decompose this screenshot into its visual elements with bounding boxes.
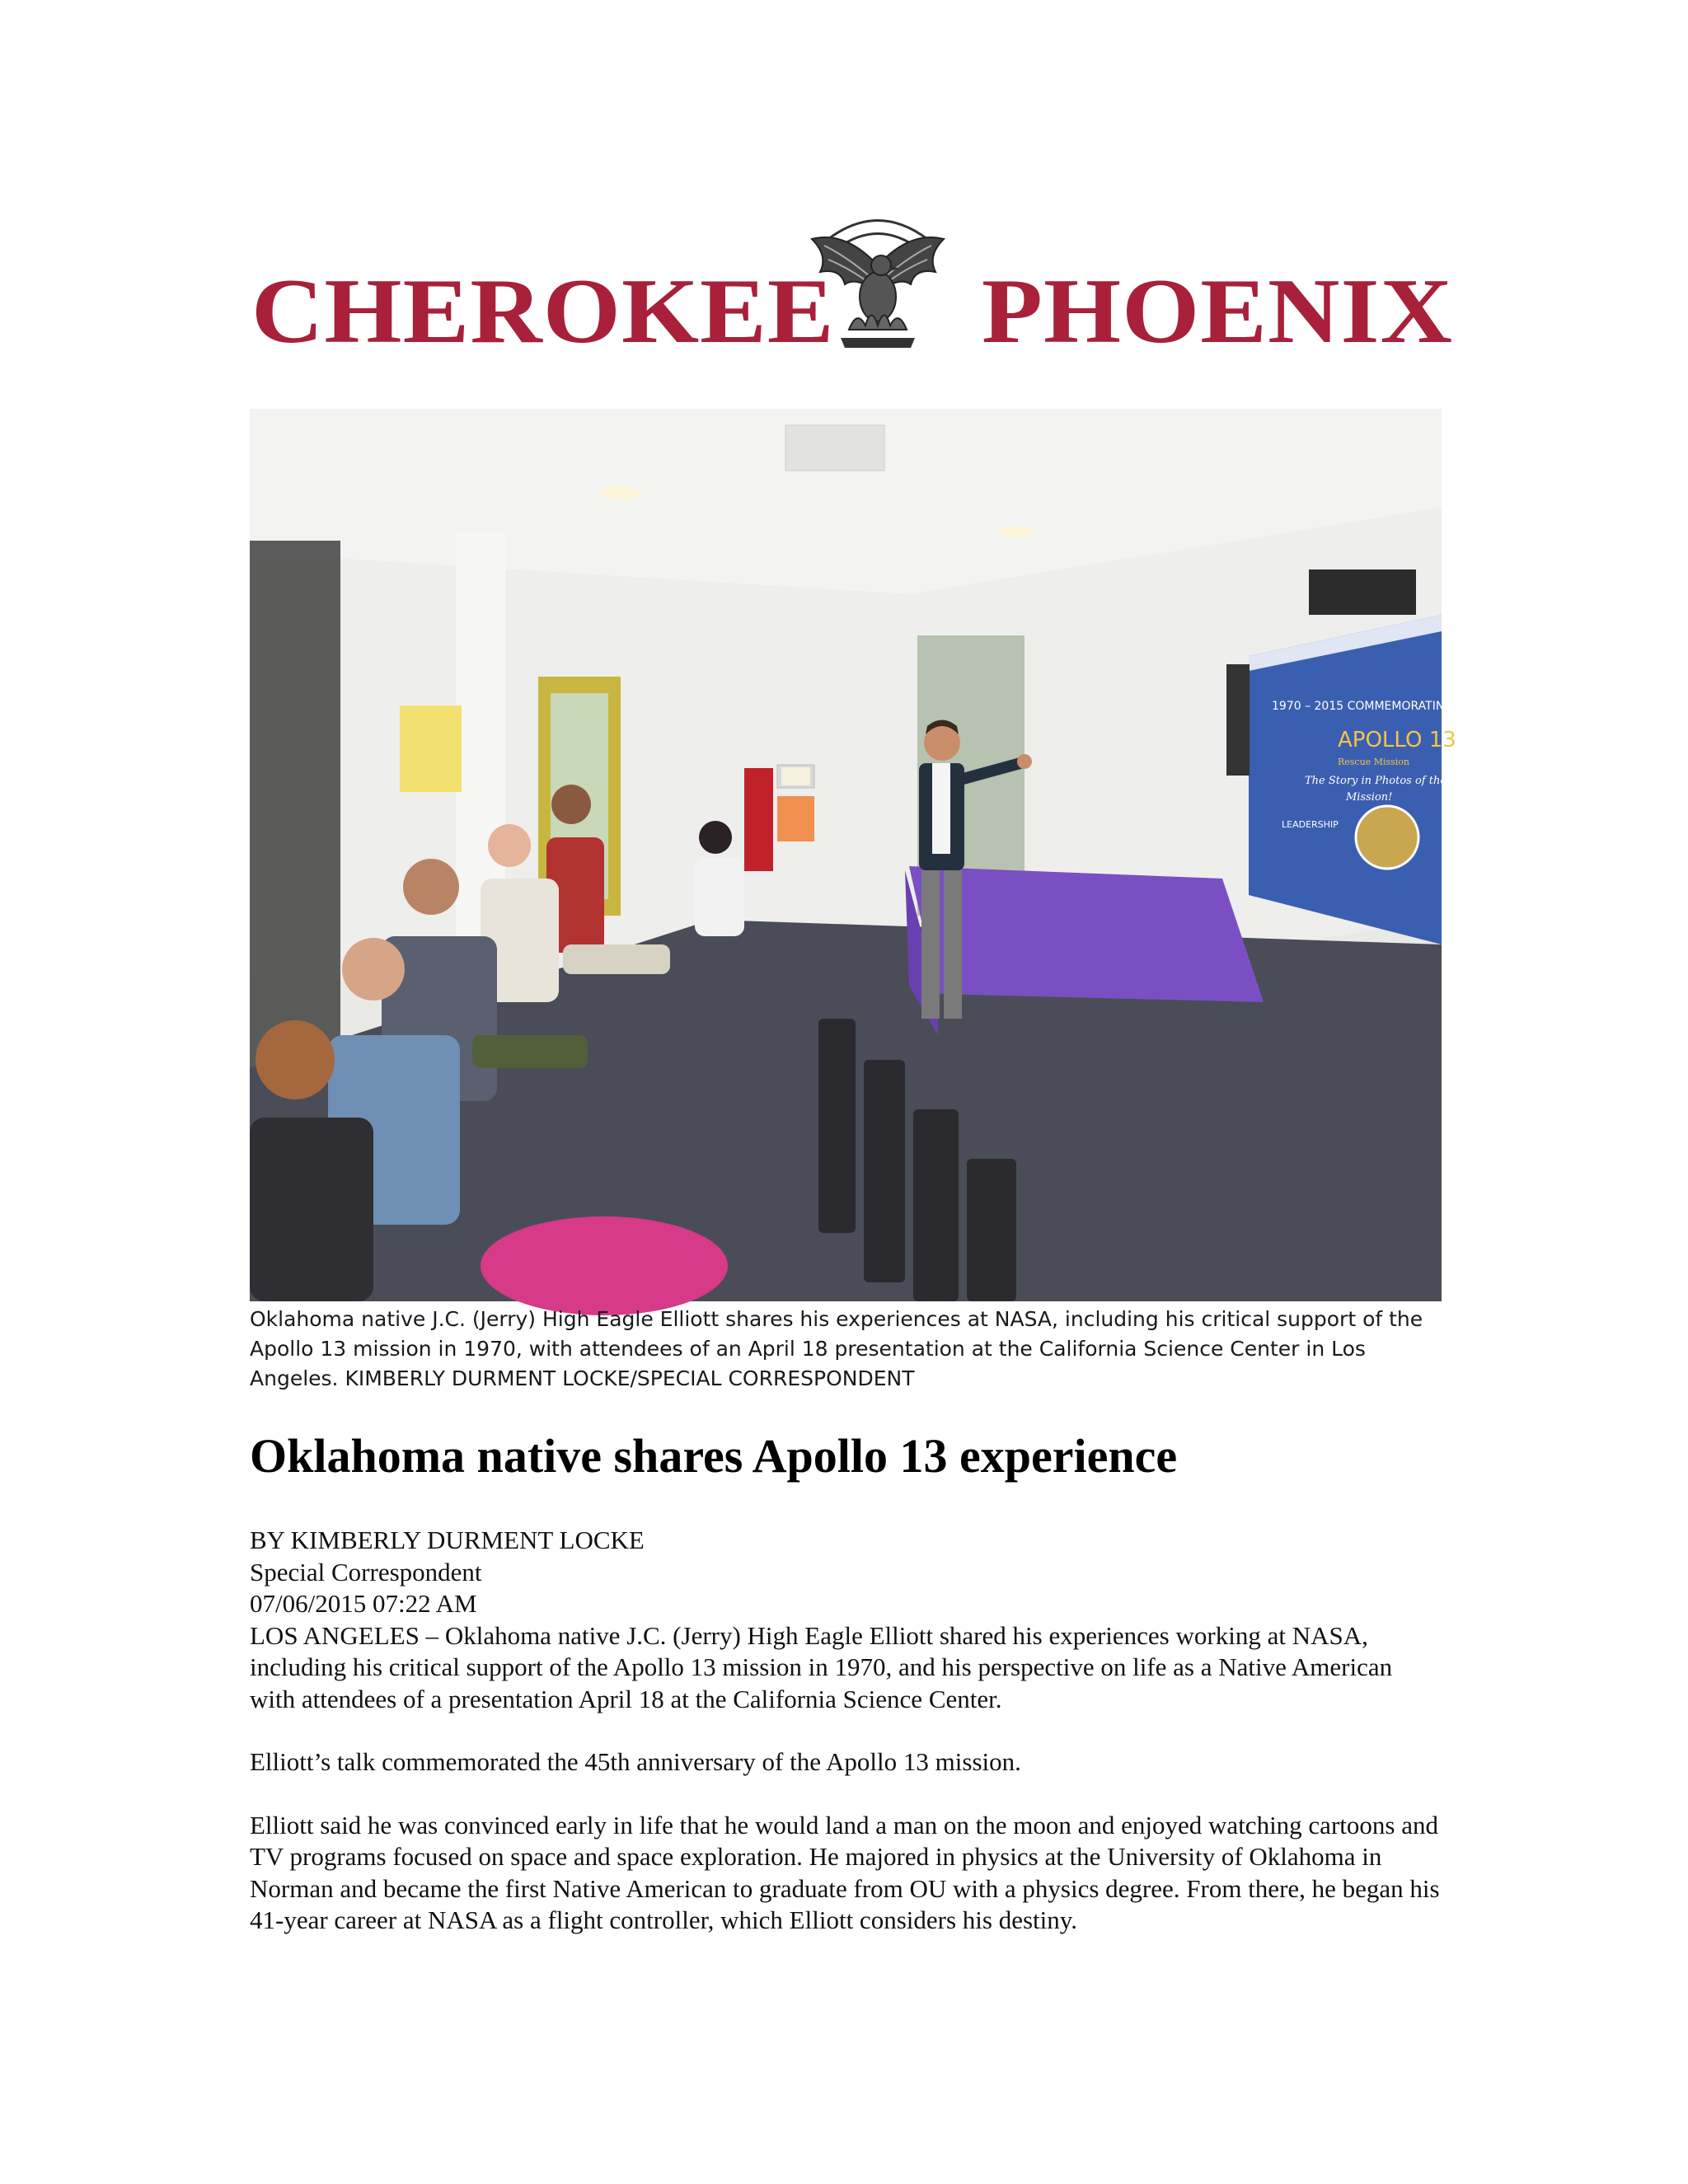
- article-photo: [250, 409, 1456, 1301]
- masthead-phoenix: PHOENIX: [982, 260, 1454, 363]
- paragraph-1: LOS ANGELES – Oklahoma native J.C. (Jerry) High Eagle Elliott shared his experiences working at NASA, including his critical support of the Apollo 13 mission in 1970, and his perspective on life as a Native American with attendees of a presentation April 18 at the California Science Center.: [250, 1620, 1393, 1713]
- presentation-room-illustration: [250, 409, 1456, 1301]
- byline-role: Special Correspondent: [250, 1557, 482, 1586]
- byline-author: BY KIMBERLY DURMENT LOCKE: [250, 1526, 645, 1554]
- screen-line-3: Mission!: [1346, 791, 1393, 804]
- screen-line-2: The Story in Photos of the: [1305, 775, 1447, 787]
- article-body: [250, 1525, 1442, 1968]
- photo-caption: Oklahoma native J.C. (Jerry) High Eagle Elliott shares his experiences at NASA, including his critical support of the Apollo 13 mission in 1970, with attendees of an April 18 presentation at the California Science Center in Los Angeles. KIMBERLY DURMENT LOCKE/SPECIAL CORRESPONDENT: [250, 1307, 1423, 1390]
- screen-title: 1970 – 2015 COMMEMORATING: [1272, 700, 1454, 713]
- phoenix-seal-logo: [795, 206, 960, 354]
- screen-heading: APOLLO 13: [1338, 728, 1456, 752]
- article-headline: Oklahoma native shares Apollo 13 experience: [250, 1429, 1178, 1483]
- article-datetime: 07/06/2015 07:22 AM: [250, 1589, 477, 1618]
- screen-footer: LEADERSHIP: [1282, 819, 1339, 830]
- masthead-cherokee: CHEROKEE: [251, 260, 835, 363]
- screen-line-1: Rescue Mission: [1338, 757, 1409, 767]
- paragraph-3: Elliott said he was convinced early in life that he would land a man on the moon and enjoyed watching cartoons and TV programs focused on space and space exploration. He majored in physics at the University of Oklahoma in Norman and became the first Native American to graduate from OU with a physics degree. From there, he began his 41-year career at NASA as a flight controller, which Elliott considers his destiny.: [250, 1810, 1440, 1934]
- masthead: [250, 206, 1454, 363]
- paragraph-2: Elliott’s talk commemorated the 45th anniversary of the Apollo 13 mission.: [250, 1747, 1021, 1776]
